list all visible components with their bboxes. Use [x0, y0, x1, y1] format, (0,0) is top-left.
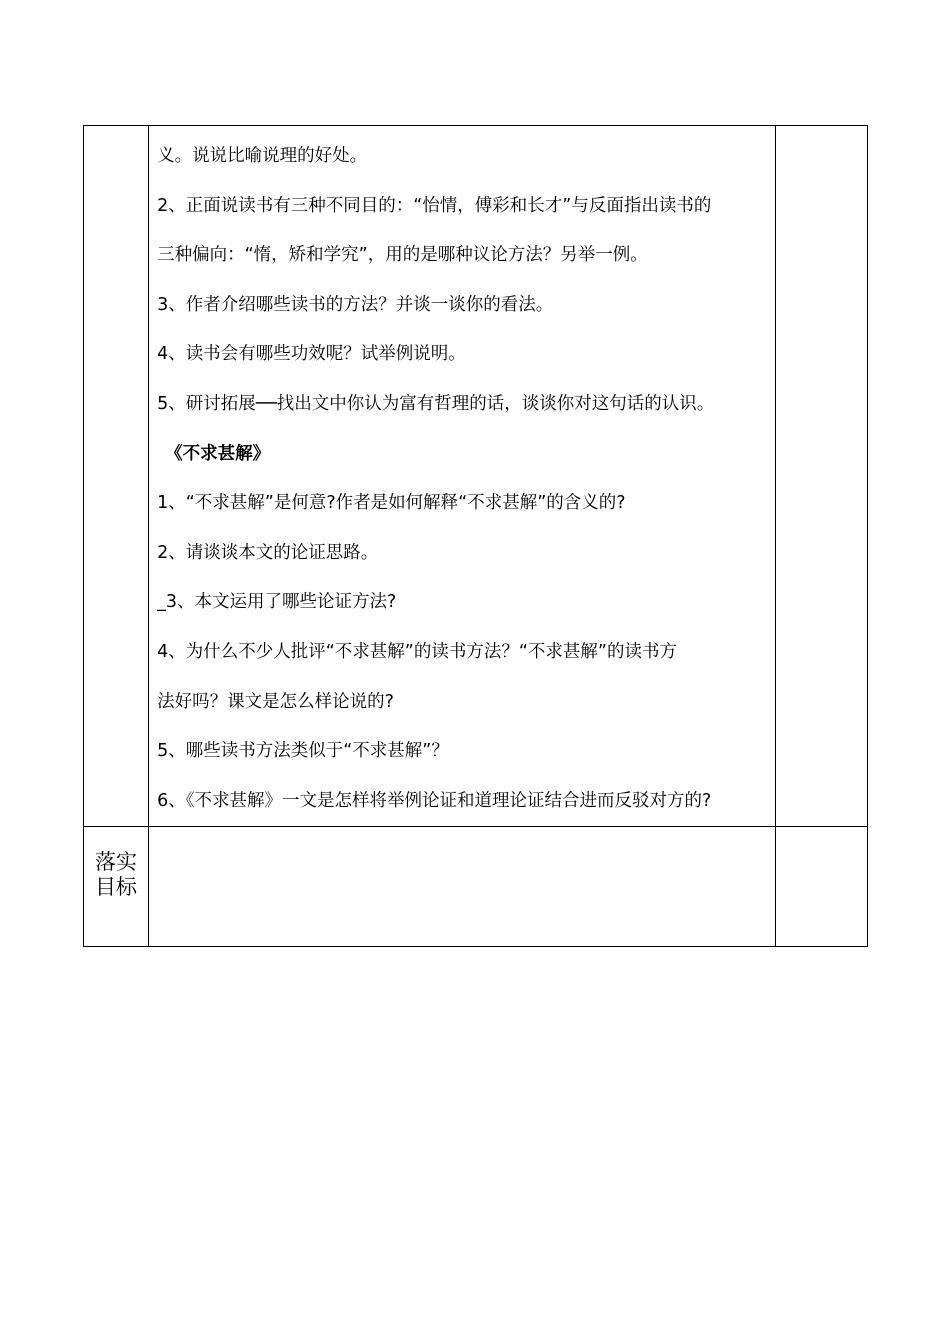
question-line: 1、“不求甚解”是何意?作者是如何解释“不求甚解”的含义的?: [157, 493, 626, 514]
goal-label-line: 落实: [95, 850, 138, 875]
question-line: 三种偏向：“惰，矫和学究”，用的是哪种议论方法？另举一例。: [157, 245, 648, 266]
question-line: 6、《不求甚解》一文是怎样将举例论证和道理论证结合进而反驳对方的?: [157, 790, 712, 811]
question-line: 4、读书会有哪些功效呢？试举例说明。: [157, 344, 466, 365]
question-line: 法好吗？课文是怎么样论说的?: [157, 691, 394, 712]
question-line: 2、请谈谈本文的论证思路。: [157, 542, 379, 563]
right-empty-cell: [775, 126, 867, 827]
question-line: 3、作者介绍哪些读书的方法？并谈一谈你的看法。: [157, 294, 554, 315]
question-line: 义。说说比喻说理的好处。: [157, 146, 368, 166]
question-line: _3、本文运用了哪些论证方法?: [157, 592, 397, 613]
questions-content: [149, 126, 775, 826]
questions-cell: [149, 126, 776, 827]
goal-row: [84, 827, 868, 947]
goal-right-cell: [775, 827, 867, 947]
question-line: 2、正面说读书有三种不同目的：“怡情，傅彩和长才”与反面指出读书的: [157, 195, 712, 216]
goal-content-cell: [149, 827, 776, 947]
question-line: 4、为什么不少人批评“不求甚解”的读书方法？“不求甚解”的读书方: [157, 641, 677, 662]
left-empty-cell: [84, 126, 149, 827]
goal-label-cell: [84, 827, 149, 947]
questions-row: [84, 126, 868, 827]
question-line: 5、研讨拓展──找出文中你认为富有哲理的话，谈谈你对这句话的认识。: [157, 393, 715, 414]
question-line: 5、哪些读书方法类似于“不求甚解”？: [157, 741, 449, 762]
section-heading: 《不求甚解》: [165, 443, 271, 464]
lesson-table: [83, 125, 868, 947]
goal-label-line: 目标: [95, 875, 138, 900]
